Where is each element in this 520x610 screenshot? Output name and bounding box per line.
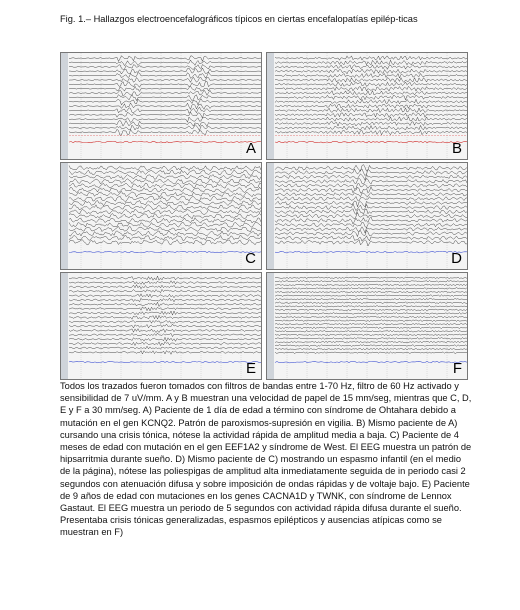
eeg-channel-trace	[275, 327, 467, 329]
eeg-channel-trace	[69, 72, 261, 78]
eeg-trace-b	[267, 53, 467, 159]
eeg-channel-trace	[275, 204, 467, 211]
eeg-channel-trace	[275, 277, 467, 279]
channel-gutter	[267, 163, 274, 269]
eeg-panel-e	[60, 272, 262, 380]
eeg-channel-trace	[275, 165, 467, 172]
eeg-channel-trace	[69, 307, 261, 311]
eeg-channel-trace	[275, 352, 467, 354]
eeg-channel-trace	[275, 337, 467, 339]
panel-label-f: F	[452, 360, 462, 377]
eeg-trace-e	[61, 273, 261, 379]
eeg-channel-trace	[275, 227, 467, 233]
eeg-channel-trace	[69, 99, 261, 105]
eeg-channel-trace	[69, 112, 261, 118]
eeg-channel-trace	[69, 209, 261, 214]
eeg-channel-trace	[275, 236, 467, 242]
eeg-channel-trace	[69, 329, 261, 333]
eeg-channel-trace	[275, 178, 467, 184]
eeg-channel-trace	[69, 90, 261, 96]
eeg-channel-trace	[275, 280, 467, 282]
eeg-channel-trace	[275, 320, 467, 322]
eeg-channel-trace	[69, 276, 261, 280]
eeg-channel-trace	[69, 200, 261, 205]
eeg-channel-trace	[69, 231, 261, 236]
eeg-channel-trace	[275, 113, 467, 118]
figure-title: Fig. 1.– Hallazgos electroencefalográficos típicos en ciertas encefalopatías epilép-ticas	[60, 14, 418, 24]
panel-label-d: D	[451, 250, 462, 267]
eeg-channel-trace	[69, 68, 261, 74]
eeg-channel-trace	[275, 56, 467, 60]
eeg-channel-trace	[69, 120, 261, 126]
eeg-channel-trace	[69, 196, 261, 201]
eeg-channel-trace	[275, 174, 467, 181]
eeg-panel-f	[266, 272, 468, 380]
eeg-channel-trace	[275, 222, 467, 227]
eeg-channel-trace	[275, 74, 467, 79]
eeg-channel-trace	[275, 295, 467, 297]
eeg-channel-trace	[69, 333, 261, 337]
eeg-channel-trace	[69, 222, 261, 227]
eeg-channel-trace	[275, 341, 467, 343]
eeg-channel-trace	[69, 107, 261, 113]
eeg-channel-trace	[275, 130, 467, 135]
eeg-channel-trace	[69, 289, 261, 292]
eeg-channel-trace	[69, 227, 261, 232]
eeg-channel-trace	[275, 125, 467, 129]
eeg-channel-trace	[69, 236, 261, 241]
panel-label-b: B	[451, 140, 462, 157]
event-marker-trace	[275, 141, 467, 143]
eeg-panel-c	[60, 162, 262, 270]
eeg-channel-trace	[275, 288, 467, 290]
eeg-channel-trace	[69, 324, 261, 328]
channel-gutter	[61, 163, 68, 269]
eeg-channel-trace	[69, 320, 261, 323]
eeg-channel-trace	[275, 104, 467, 108]
eeg-channel-trace	[275, 298, 467, 300]
eeg-channel-trace	[69, 129, 261, 135]
eeg-channel-trace	[69, 285, 261, 289]
eeg-channel-trace	[275, 193, 467, 197]
eeg-channel-trace	[275, 323, 467, 325]
eeg-channel-trace	[69, 240, 261, 245]
eeg-channel-trace	[275, 82, 467, 87]
eeg-channel-trace	[69, 81, 261, 87]
eeg-channel-trace	[275, 187, 467, 193]
eeg-channel-trace	[69, 125, 261, 131]
eeg-channel-trace	[69, 95, 261, 101]
eeg-panel-a	[60, 52, 262, 160]
eeg-channel-trace	[275, 240, 467, 246]
eeg-channel-trace	[275, 230, 467, 237]
eeg-channel-trace	[69, 174, 261, 179]
eeg-channel-trace	[275, 316, 467, 318]
channel-gutter	[61, 273, 68, 379]
eeg-channel-trace	[69, 311, 261, 315]
channel-gutter	[61, 53, 68, 159]
panel-label-c: C	[245, 250, 256, 267]
eeg-channel-trace	[275, 291, 467, 293]
eeg-channel-trace	[275, 78, 467, 83]
eeg-channel-trace	[69, 77, 261, 82]
eeg-channel-trace	[275, 65, 467, 70]
eeg-panel-b	[266, 52, 468, 160]
eeg-channel-trace	[69, 60, 261, 66]
channel-gutter	[267, 273, 274, 379]
eeg-channel-trace	[275, 60, 467, 65]
eeg-channel-trace	[69, 86, 261, 91]
eeg-channel-trace	[275, 69, 467, 74]
eeg-channel-trace	[275, 117, 467, 122]
eeg-channel-trace	[69, 302, 261, 306]
eeg-channel-trace	[69, 213, 261, 219]
eeg-channel-trace	[275, 348, 467, 350]
eeg-channel-trace	[69, 103, 261, 110]
eeg-channel-trace	[69, 205, 261, 210]
eeg-channel-trace	[275, 313, 467, 315]
eeg-channel-trace	[69, 315, 261, 319]
eeg-channel-trace	[69, 294, 261, 298]
eeg-channel-trace	[69, 218, 261, 223]
channel-gutter	[267, 53, 274, 159]
eeg-channel-trace	[275, 309, 467, 311]
event-marker-trace	[69, 141, 261, 143]
eeg-channel-trace	[69, 281, 261, 285]
eeg-trace-a	[61, 53, 261, 159]
figure-caption: Todos los trazados fueron tomados con filtros de bandas entre 1-70 Hz, filtro de 60 Hz activado y sensibilidad de 7 uV/mm. A y B muestran una velocidad de papel de 15 mm/seg, mientras que C, D, E y F a 30 mm/seg. A) Paciente de 1 día de edad a término con síndrome de Ohtahara debido a mutación en el gen KCNQ2. Patrón de paroxismos-supresión en vigilia. B) Mismo paciente de A) cursando una crisis tónica, nótese la actividad rápida de amplitud media a baja. C) Paciente de 4 meses de edad con mutación en el gen EEF1A2 y síndrome de West. El EEG muestra un patrón de hipsarritmia durante sueño. D) Mismo paciente de C) mostrando un espasmo infantil (en el medio de la página), nótese las poliespigas de amplitud alta inmediatamente seguida de in periodo casi 2 segundos con atenuación difusa y sobre imposición de ondas rápidas y de voltaje bajo. E) Paciente de 9 años de edad con mutaciones en los genes CACNA1D y TWNK, con síndrome de Lennox Gastaut. El EEG muestra un periodo de 5 segundos con actividad rápida difusa durante el sueño. Presentaba crisis tónicas generalizadas, espasmos epilépticos y ausencias atípicas como se muestran en F)	[60, 381, 472, 538]
eeg-channel-trace	[275, 209, 467, 215]
event-marker-trace	[69, 251, 261, 253]
eeg-channel-trace	[275, 95, 467, 100]
panel-label-e: E	[245, 360, 256, 377]
eeg-trace-c	[61, 163, 261, 269]
event-marker-trace	[69, 361, 261, 363]
eeg-channel-trace	[69, 337, 261, 341]
eeg-channel-trace	[275, 330, 467, 332]
eeg-channel-trace	[275, 99, 467, 104]
eeg-channel-trace	[69, 56, 261, 62]
eeg-channel-trace	[275, 108, 467, 113]
eeg-channel-trace	[275, 334, 467, 336]
event-marker-trace	[275, 361, 467, 363]
eeg-channel-trace	[275, 217, 467, 224]
eeg-channel-trace	[69, 342, 261, 346]
eeg-channel-trace	[69, 298, 261, 302]
eeg-channel-trace	[275, 91, 467, 96]
eeg-channel-trace	[69, 346, 261, 349]
eeg-channel-trace	[69, 351, 261, 355]
eeg-channel-trace	[275, 305, 467, 307]
eeg-channel-trace	[69, 179, 261, 184]
eeg-channel-trace	[69, 187, 261, 192]
eeg-trace-d	[267, 163, 467, 269]
eeg-channel-trace	[69, 183, 261, 188]
eeg-channel-trace	[275, 197, 467, 202]
eeg-channel-trace	[69, 166, 261, 171]
eeg-channel-trace	[69, 65, 261, 70]
eeg-panel-d	[266, 162, 468, 270]
eeg-channel-trace	[69, 170, 261, 175]
eeg-channel-trace	[275, 302, 467, 304]
eeg-channel-trace	[69, 117, 261, 122]
eeg-trace-f	[267, 273, 467, 379]
eeg-channel-trace	[275, 86, 467, 91]
eeg-channel-trace	[275, 345, 467, 347]
event-marker-trace	[275, 251, 467, 253]
eeg-channel-trace	[275, 284, 467, 286]
panel-label-a: A	[245, 140, 256, 157]
